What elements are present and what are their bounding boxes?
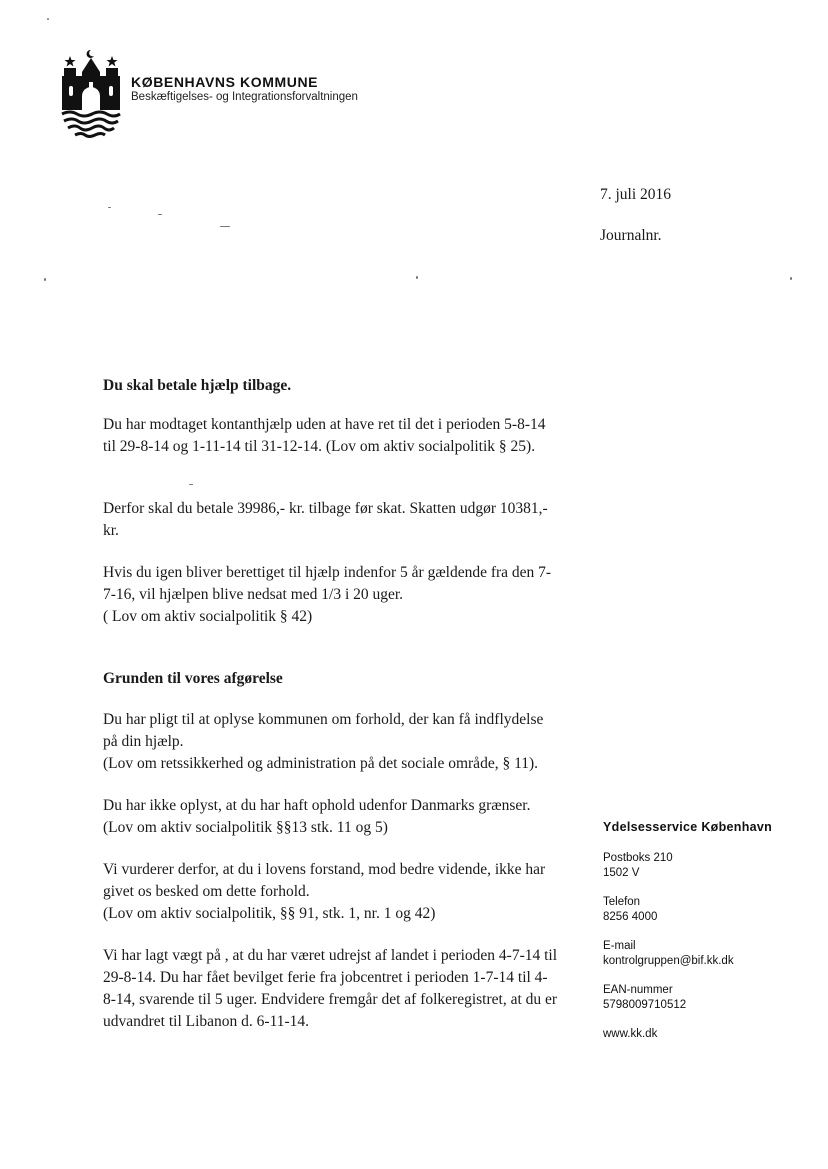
text-line: 29-8-14. Du har fået bevilget ferie fra jobcentret i perioden 1-7-14 til 4- (103, 969, 548, 986)
text-line: Derfor skal du betale 39986,- kr. tilbage før skat. Skatten udgør 10381,- (103, 500, 548, 517)
organization-name: KØBENHAVNS KOMMUNE (131, 74, 319, 90)
text-line: (Lov om aktiv socialpolitik §§13 stk. 11 og 5) (103, 819, 388, 836)
scan-speck (158, 214, 162, 215)
phone-label: Telefon (603, 896, 641, 908)
scan-speck (108, 207, 111, 208)
text-line: Du har modtaget kontanthjælp uden at have ret til det i perioden 5-8-14 (103, 416, 546, 433)
paragraph-duty-to-inform (103, 709, 583, 775)
ean-number: 5798009710512 (603, 999, 687, 1011)
text-line: Du har ikke oplyst, at du har haft ophold udenfor Danmarks grænser. (103, 797, 531, 814)
text-line: Hvis du igen bliver berettiget til hjælp indenfor 5 år gældende fra den 7- (103, 564, 552, 581)
email-block (603, 939, 813, 969)
text-line: ( Lov om aktiv socialpolitik § 42) (103, 608, 313, 625)
paragraph-amount (103, 498, 583, 542)
scan-speck (44, 278, 46, 281)
text-line: Du har pligt til at oplyse kommunen om forhold, der kan få indflydelse (103, 711, 544, 728)
paragraph-assessment (103, 859, 583, 925)
scan-speck (416, 276, 418, 279)
service-name: Ydelsesservice København (603, 820, 773, 834)
paragraph-evidence (103, 945, 583, 1033)
journal-number-label: Journalnr. (600, 227, 662, 244)
scan-speck (790, 277, 792, 280)
ean-block (603, 983, 813, 1013)
address-line: Postboks 210 (603, 852, 673, 864)
letter-date: 7. juli 2016 (600, 186, 672, 203)
text-line: udvandret til Libanon d. 6-11-14. (103, 1013, 310, 1030)
text-line: Vi har lagt vægt på , at du har været udrejst af landet i perioden 4-7-14 til (103, 947, 558, 964)
text-line: (Lov om retssikkerhed og administration på det sociale område, § 11). (103, 755, 539, 772)
letter-body (103, 375, 583, 1033)
text-line: til 29-8-14 og 1-11-14 til 31-12-14. (Lov om aktiv socialpolitik § 25). (103, 438, 536, 455)
phone-number: 8256 4000 (603, 911, 658, 923)
email-address: kontrolgruppen@bif.kk.dk (603, 955, 734, 967)
section-heading-reasons: Grunden til vores afgørelse (103, 670, 283, 687)
phone-block (603, 895, 813, 925)
organization-header (131, 74, 358, 105)
copenhagen-coat-of-arms-icon (58, 46, 124, 138)
text-line: kr. (103, 522, 119, 539)
letter-heading: Du skal betale hjælp tilbage. (103, 377, 292, 394)
text-line: (Lov om aktiv socialpolitik, §§ 91, stk. 1, nr. 1 og 42) (103, 905, 436, 922)
address-line: 1502 V (603, 867, 640, 879)
scan-speck (47, 18, 49, 20)
address-block (603, 851, 813, 881)
email-label: E-mail (603, 940, 636, 952)
paragraph-not-informed (103, 795, 583, 839)
text-line: på din hjælp. (103, 733, 184, 750)
paragraph-reduction (103, 562, 583, 628)
ean-label: EAN-nummer (603, 984, 673, 996)
contact-sidebar (603, 820, 813, 1042)
text-line: 8-14, svarende til 5 uger. Endvidere fremgår det af folkeregistret, at du er (103, 991, 558, 1008)
department-name: Beskæftigelses- og Integrationsforvaltningen (131, 91, 358, 103)
text-line: givet os besked om dette forhold. (103, 883, 310, 900)
text-line: Vi vurderer derfor, at du i lovens forstand, mod bedre vidende, ikke har (103, 861, 546, 878)
text-line: 7-16, vil hjælpen blive nedsat med 1/3 i 20 uger. (103, 586, 404, 603)
scan-speck (220, 226, 230, 227)
website: www.kk.dk (603, 1028, 658, 1040)
paragraph-repayment-period (103, 414, 583, 458)
